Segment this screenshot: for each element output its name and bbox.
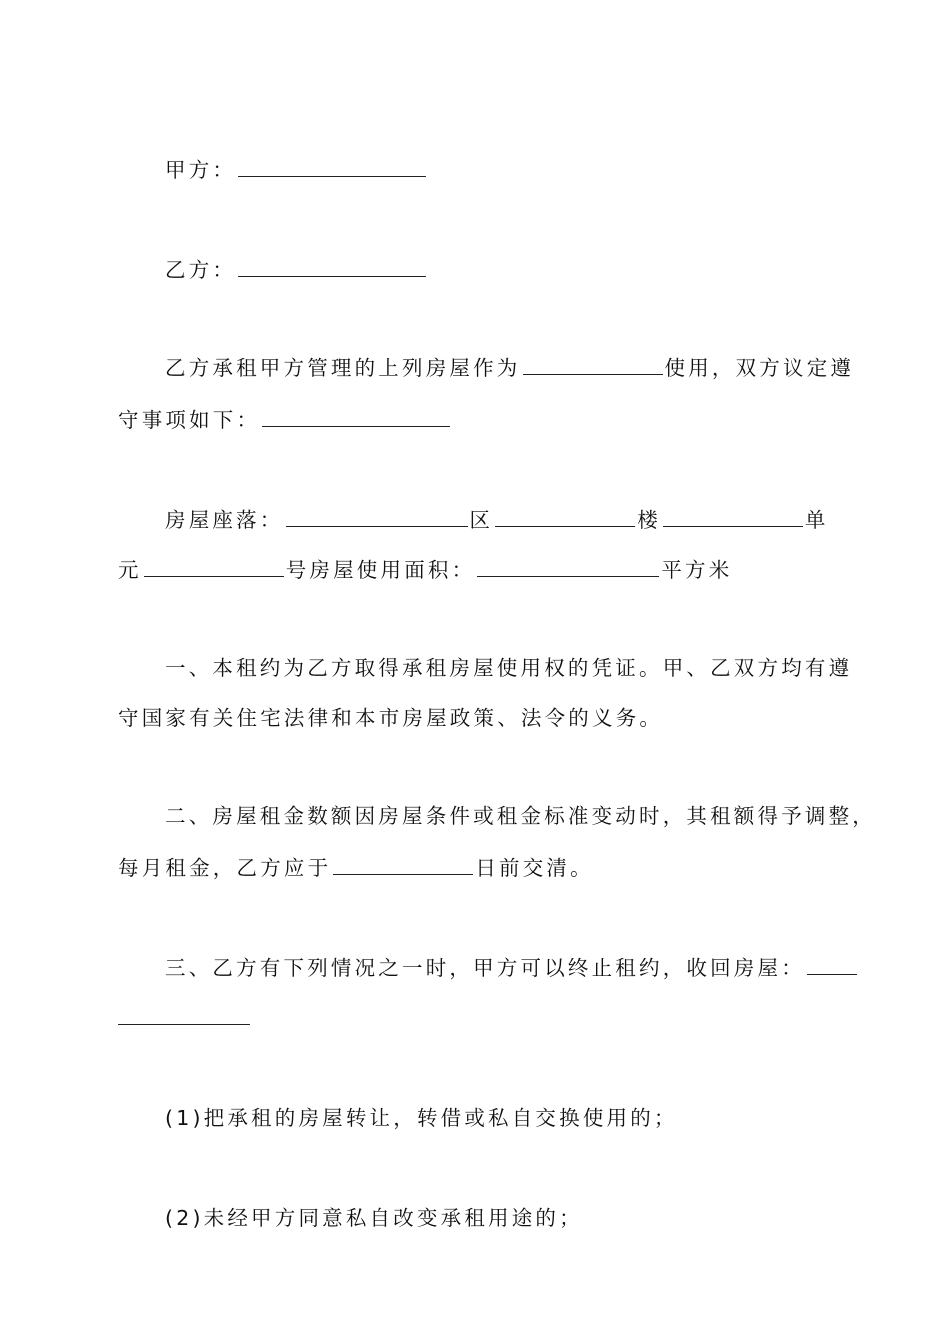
- district-label: 区: [469, 508, 494, 532]
- party-a-line: [118, 156, 885, 184]
- party-b-line: [118, 256, 885, 284]
- intro-line-2: [118, 406, 838, 434]
- intro-line-1: [118, 354, 885, 382]
- building-label: 楼: [637, 508, 661, 532]
- clause-3-text: 三、乙方有下列情况之一时，甲方可以终止租约，收回房屋：: [165, 956, 805, 980]
- clause-3-blank-a: [807, 954, 857, 975]
- unit-blank: [144, 556, 284, 577]
- item-1: (1)把承租的房屋转让，转借或私自交换使用的；: [165, 1106, 678, 1130]
- unit-label-a: 单: [804, 508, 829, 532]
- party-b-label: 乙方：: [165, 258, 237, 282]
- location-label: 房屋座落：: [165, 508, 284, 532]
- area-blank: [477, 556, 659, 577]
- item-2: (2)未经甲方同意私自改变承租用途的；: [165, 1206, 583, 1230]
- usage-blank: [523, 354, 663, 375]
- clause-2-text-a: 每月租金，乙方应于: [118, 856, 332, 880]
- location-line-2: [118, 556, 838, 584]
- party-a-label: 甲方：: [165, 158, 237, 182]
- terms-blank: [262, 406, 450, 427]
- location-blank: [286, 506, 468, 527]
- clause-3-line-1: [118, 954, 885, 982]
- clause-3-blank-b: [118, 1004, 250, 1025]
- intro-text-1: 乙方承租甲方管理的上列房屋作为: [165, 356, 521, 380]
- payment-date-blank: [333, 854, 473, 875]
- party-a-blank: [238, 156, 426, 177]
- district-blank: [495, 506, 635, 527]
- building-blank: [663, 506, 803, 527]
- party-b-blank: [238, 256, 426, 277]
- room-area-label: 号房屋使用面积：: [285, 558, 476, 582]
- clause-2-line-1: 二、房屋租金数额因房屋条件或租金标准变动时，其租额得予调整，: [165, 804, 876, 828]
- sqm-label: 平方米: [661, 558, 733, 582]
- clause-2-line-2: [118, 854, 838, 882]
- unit-label-b: 元: [118, 558, 142, 582]
- clause-3-line-2: [118, 1004, 838, 1032]
- clause-1-line-1: 一、本租约为乙方取得承租房屋使用权的凭证。甲、乙双方均有遵: [165, 656, 853, 680]
- clause-2-text-b: 日前交清。: [475, 856, 594, 880]
- intro-text-3: 守事项如下：: [118, 408, 261, 432]
- intro-text-2: 使用，双方议定遵: [664, 356, 855, 380]
- location-line-1: [118, 506, 885, 534]
- clause-1-line-2: 守国家有关住宅法律和本市房屋政策、法令的义务。: [118, 706, 664, 730]
